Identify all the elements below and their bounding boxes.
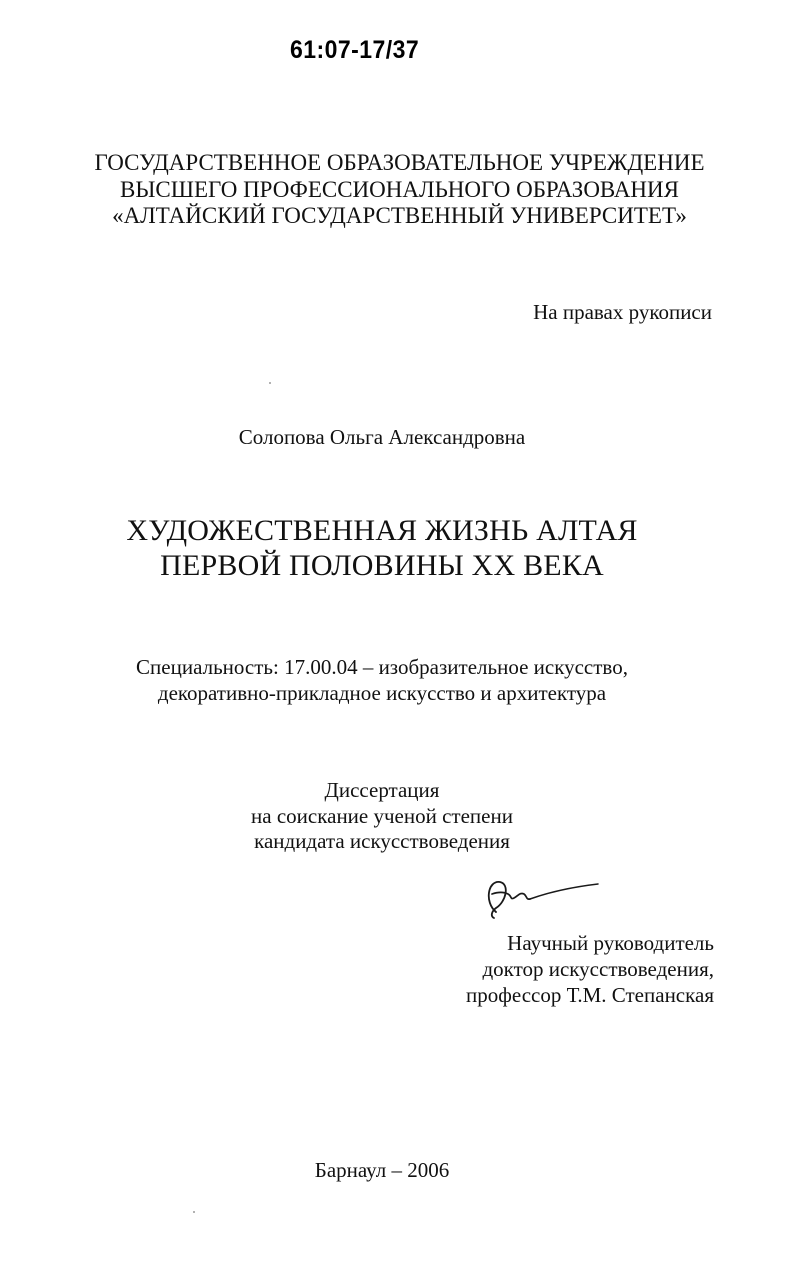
handwritten-signature xyxy=(482,872,602,922)
title-line: ХУДОЖЕСТВЕННАЯ ЖИЗНЬ АЛТАЯ xyxy=(126,514,638,547)
author-name: Солопова Ольга Александровна xyxy=(238,425,526,449)
thesis-line: Диссертация xyxy=(324,778,440,802)
thesis-degree-block xyxy=(0,778,764,855)
dissertation-title xyxy=(0,513,764,583)
institution-line: «АЛТАЙСКИЙ ГОСУДАРСТВЕННЫЙ УНИВЕРСИТЕТ» xyxy=(112,203,687,228)
scan-speck xyxy=(269,382,271,384)
archive-stamp-number: 61:07-17/37 xyxy=(290,36,420,64)
institution-line: ВЫСШЕГО ПРОФЕССИОНАЛЬНОГО ОБРАЗОВАНИЯ xyxy=(120,176,679,202)
supervisor-line: Научный руководитель xyxy=(507,931,714,955)
institution-line: ГОСУДАРСТВЕННОЕ ОБРАЗОВАТЕЛЬНОЕ УЧРЕЖДЕНИЕ xyxy=(94,150,705,175)
supervisor-line: профессор Т.М. Степанская xyxy=(466,983,714,1007)
specialty-line: декоративно-прикладное искусство и архитектура xyxy=(157,681,607,705)
specialty-line: Специальность: 17.00.04 – изобразительное искусство, xyxy=(136,655,628,679)
supervisor-block xyxy=(466,930,714,1008)
city-year: Барнаул – 2006 xyxy=(314,1158,450,1182)
specialty-block xyxy=(0,654,764,706)
thesis-line: кандидата искусствоведения xyxy=(254,829,510,853)
thesis-line: на соискание ученой степени xyxy=(251,803,513,828)
supervisor-line: доктор искусствоведения, xyxy=(482,957,714,981)
manuscript-rights-note: На правах рукописи xyxy=(533,300,712,324)
scan-speck xyxy=(193,1211,195,1213)
title-line: ПЕРВОЙ ПОЛОВИНЫ XX ВЕКА xyxy=(160,549,604,582)
institution-header xyxy=(0,150,799,230)
